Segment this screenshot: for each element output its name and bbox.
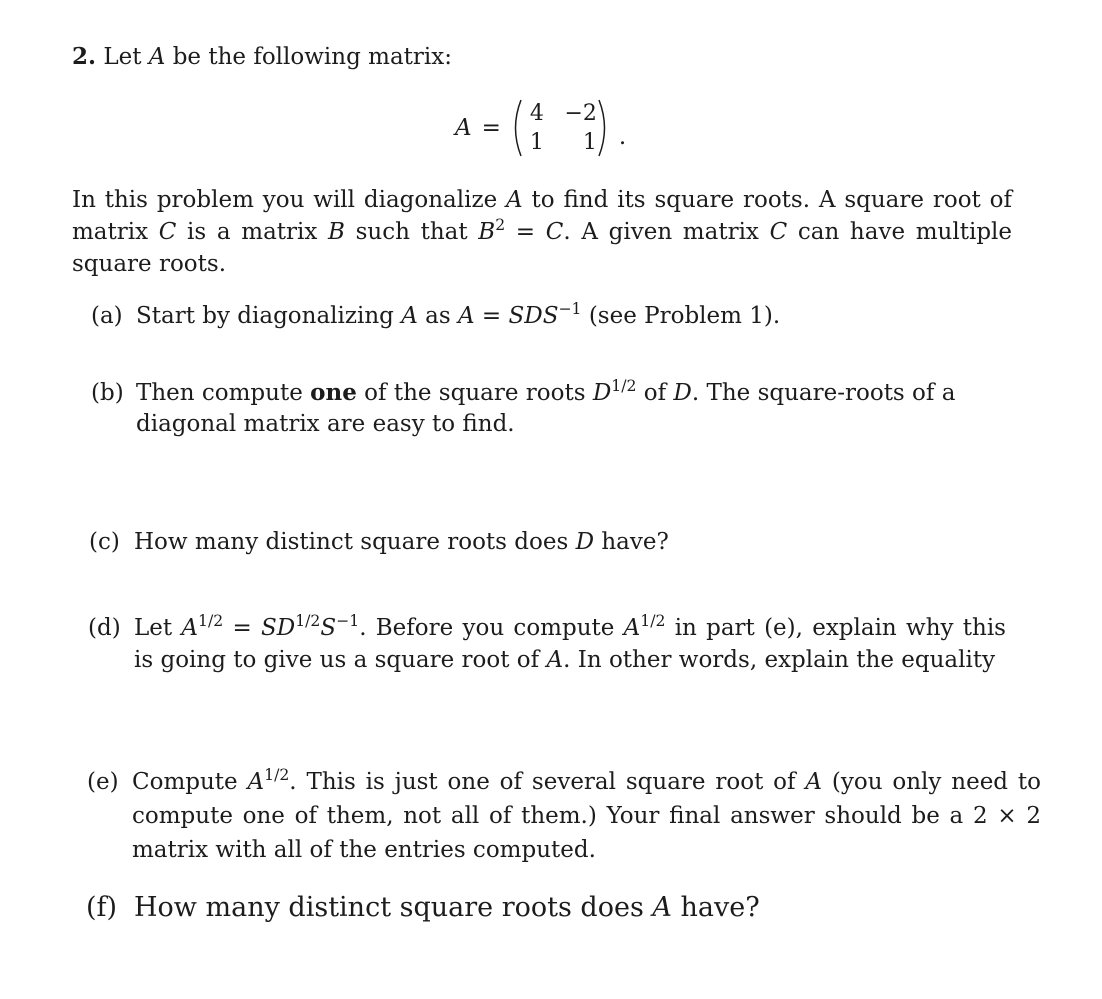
paragraph-line-3: square roots.	[72, 251, 227, 277]
matrix-entry-21: 1	[529, 130, 544, 155]
part-d-line-2: is going to give us a square root of A. In other words, explain the equality	[134, 647, 996, 673]
matrix-entry-11: 4	[529, 101, 544, 126]
part-b-line-2: diagonal matrix are easy to find.	[136, 411, 515, 437]
part-e-label: (e)	[87, 769, 119, 795]
right-paren	[597, 99, 611, 157]
part-d-label: (d)	[88, 615, 121, 641]
part-e-line-2: compute one of them, not all of them.) Your final answer should be a 2 × 2	[132, 803, 1042, 829]
matrix-display	[455, 97, 626, 159]
matrix-entry-22: 1	[582, 130, 597, 155]
part-d-line-1: Let $A^{1/2} = SD^{1/2}S^{-1}$. Before you compute $A^{1/2}$ in part (e), explain why this	[134, 611, 1006, 641]
problem-number: 2.	[72, 43, 97, 70]
part-b-line-1: Then compute one of the square roots $D^{1/2}$ of D. The square-roots of a	[136, 376, 956, 406]
matrix-entries	[523, 99, 597, 157]
problem-intro: 2. Let A be the following matrix:	[72, 43, 452, 70]
paragraph-line-1: In this problem you will diagonalize A to find its square roots. A square root of	[72, 187, 1012, 213]
part-c-text: How many distinct square roots does D have?	[134, 529, 669, 555]
part-e-line-1: Compute $A^{1/2}$. This is just one of several square root of A (you only need to	[132, 765, 1041, 795]
part-c-label: (c)	[89, 529, 120, 555]
matrix-lhs: A	[455, 115, 472, 141]
part-f-text: How many distinct square roots does A have?	[134, 892, 760, 923]
part-e-line-3: matrix with all of the entries computed.	[132, 837, 596, 863]
left-paren	[509, 99, 523, 157]
part-a-label: (a)	[91, 303, 123, 329]
part-f-label: (f)	[86, 892, 118, 923]
paragraph-line-2: matrix C is a matrix B such that $B^2 = C$. A given matrix C can have multiple	[72, 215, 1013, 245]
matrix-period: .	[618, 124, 627, 150]
matrix-entry-12: −2	[564, 101, 597, 126]
part-a-text: Start by diagonalizing A as $A = SDS^{-1}$ (see Problem 1).	[136, 299, 781, 329]
part-b-label: (b)	[91, 380, 124, 406]
matrix-equals: =	[481, 115, 501, 141]
